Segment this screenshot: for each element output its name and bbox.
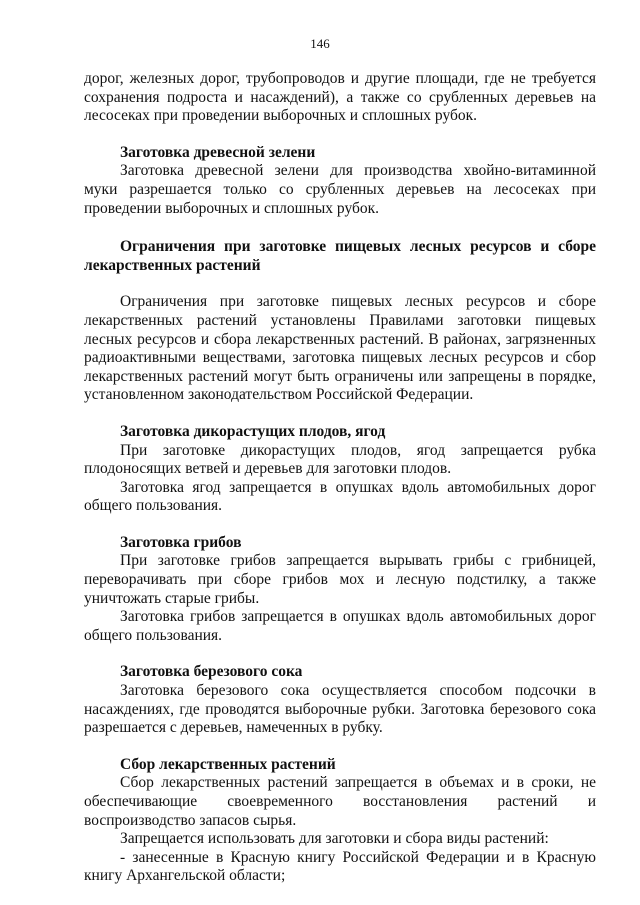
section-paragraph: Заготовка ягод запрещается в опушках вдоль автомобильных дорог общего пользования. <box>84 478 596 515</box>
section-birch-sap <box>84 663 596 737</box>
section-paragraph: Сбор лекарственных растений запрещается в объемах и в сроки, не обеспечивающие своевременного восстановления растений и воспроизводство запасов сырья. <box>84 774 596 829</box>
section-mushrooms <box>84 534 596 646</box>
section-wild-fruits-berries <box>84 423 596 516</box>
section-medicinal-plants <box>84 756 596 886</box>
section-paragraph: Заготовка древесной зелени для производства хвойно-витаминной муки разрешается только со срубленных деревьев на лесосеках при проведении выборочных и сплошных рубок. <box>84 162 596 217</box>
section-heading: Заготовка березового сока <box>120 663 303 681</box>
section-food-resources-restrictions <box>84 238 596 405</box>
section-heading: Заготовка древесной зелени <box>120 143 316 161</box>
section-paragraph: Заготовка грибов запрещается в опушках вдоль автомобильных дорог общего пользования. <box>84 608 596 644</box>
document-body <box>84 70 596 886</box>
list-item: - занесенные в Красную книгу Российской Федерации и в Красную книгу Архангельской области; <box>84 848 596 885</box>
section-wood-greenery <box>84 144 596 218</box>
section-paragraph: При заготовке дикорастущих плодов, ягод запрещается рубка плодоносящих ветвей и деревьев для заготовки плодов. <box>84 441 596 478</box>
section-paragraph: Заготовка березового сока осуществляется способом подсочки в насаждениях, где проводятся выборочные рубки. Заготовка березового сока разрешается с деревьев, намеченных в рубку. <box>84 682 596 737</box>
section-heading: Сбор лекарственных растений <box>120 755 336 773</box>
section-heading: Заготовка дикорастущих плодов, ягод <box>120 422 386 440</box>
intro-paragraph: дорог, железных дорог, трубопроводов и другие площади, где не требуется сохранения подроста и насаждений), а также со срубленных деревьев на лесосеках при проведении выборочных и сплошных рубок. <box>84 70 596 125</box>
section-paragraph: Запрещается использовать для заготовки и сбора виды растений: <box>120 830 549 848</box>
section-heading: Заготовка грибов <box>120 533 242 551</box>
section-heading: Ограничения при заготовке пищевых лесных ресурсов и сборе лекарственных растений <box>84 238 596 274</box>
section-paragraph: При заготовке грибов запрещается вырывать грибы с грибницей, переворачивать при сборе грибов мох и лесную подстилку, а также уничтожать старые грибы. <box>84 552 596 607</box>
section-paragraph: Ограничения при заготовке пищевых лесных ресурсов и сборе лекарственных растений установлены Правилами заготовки пищевых лесных ресурсов и сбора лекарственных растений. В районах, загрязненных радиоактивными веществами, заготовка пищевых лесных ресурсов и сбор лекарственных растений могут быть ограничены или запрещены в порядке, установленном законодательством Российской Федерации. <box>84 293 596 404</box>
page-number: 146 <box>310 36 330 51</box>
